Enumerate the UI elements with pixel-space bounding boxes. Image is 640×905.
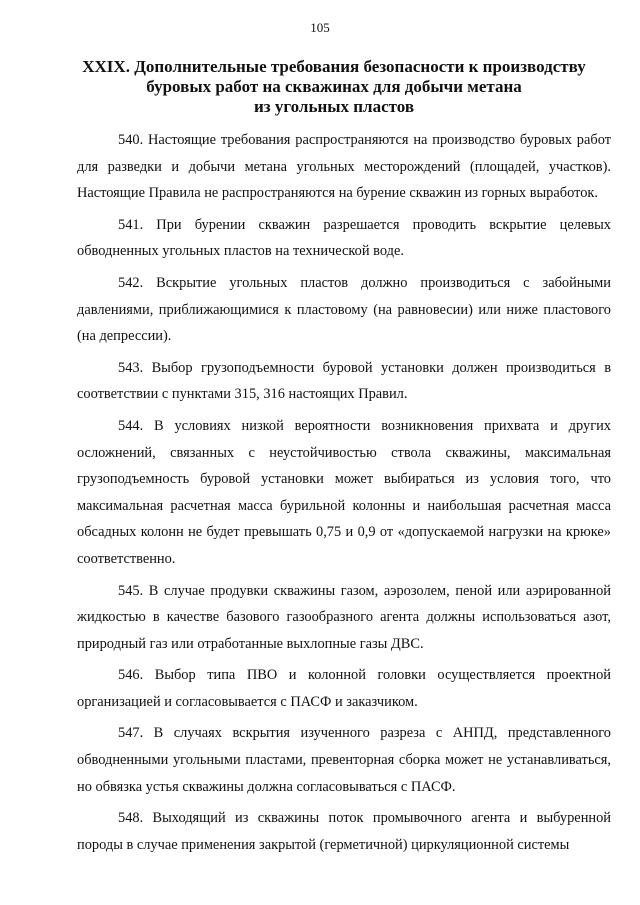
section-heading [70, 57, 598, 117]
paragraph-540: 540. Настоящие требования распространяются на производство буровых работ для разведки и добычи метана угольных месторождений (площадей, участков). Настоящие Правила не распространяются на бурение скважин из горных выработок. [77, 132, 611, 202]
paragraph-547: 547. В случаях вскрытия изученного разреза с АНПД, представленного обводненными угольными пластами, превенторная сборка может не устанавливаться, но обвязка устья скважины должна согласовываться с ПАСФ. [77, 725, 611, 795]
paragraph-546: 546. Выбор типа ПВО и колонной головки осуществляется проектной организацией и согласовывается с ПАСФ и заказчиком. [77, 667, 611, 710]
section-heading-line-1: XXIX. Дополнительные требования безопасности к производству [82, 57, 586, 76]
paragraph-544: 544. В условиях низкой вероятности возникновения прихвата и других осложнений, связанных с неустойчивостью ствола скважины, максимальная грузоподъемность буровой установки может выбираться из условия того, что максимальная расчетная масса бурильной колонны и наибольшая расчетная масса обсадных колонн не будет превышать 0,75 и 0,9 от «допускаемой нагрузки на крюке» соответственно. [77, 417, 611, 567]
page-number: 105 [310, 20, 330, 35]
paragraph-543: 543. Выбор грузоподъемности буровой установки должен производиться в соответствии с пунктами 315, 316 настоящих Правил. [77, 359, 611, 403]
paragraph-542: 542. Вскрытие угольных пластов должно производиться с забойными давлениями, приближающимися к пластовому (на равновесии) или ниже пластового (на депрессии). [77, 274, 611, 345]
paragraph-545: 545. В случае продувки скважины газом, аэрозолем, пеной или аэрированной жидкостью в качестве базового газообразного агента должны использоваться азот, природный газ или отработанные выхлопные газы ДВС. [77, 582, 611, 652]
body-text [77, 127, 611, 863]
paragraph-541: 541. При бурении скважин разрешается проводить вскрытие целевых обводненных угольных пластов на технической воде. [77, 216, 611, 260]
section-heading-line-3: из угольных пластов [253, 97, 415, 116]
section-heading-line-2: буровых работ на скважинах для добычи метана [146, 77, 522, 96]
paragraph-548: 548. Выходящий из скважины поток промывочного агента и выбуренной породы в случае применения закрытой (герметичной) циркуляционной системы [77, 810, 611, 853]
